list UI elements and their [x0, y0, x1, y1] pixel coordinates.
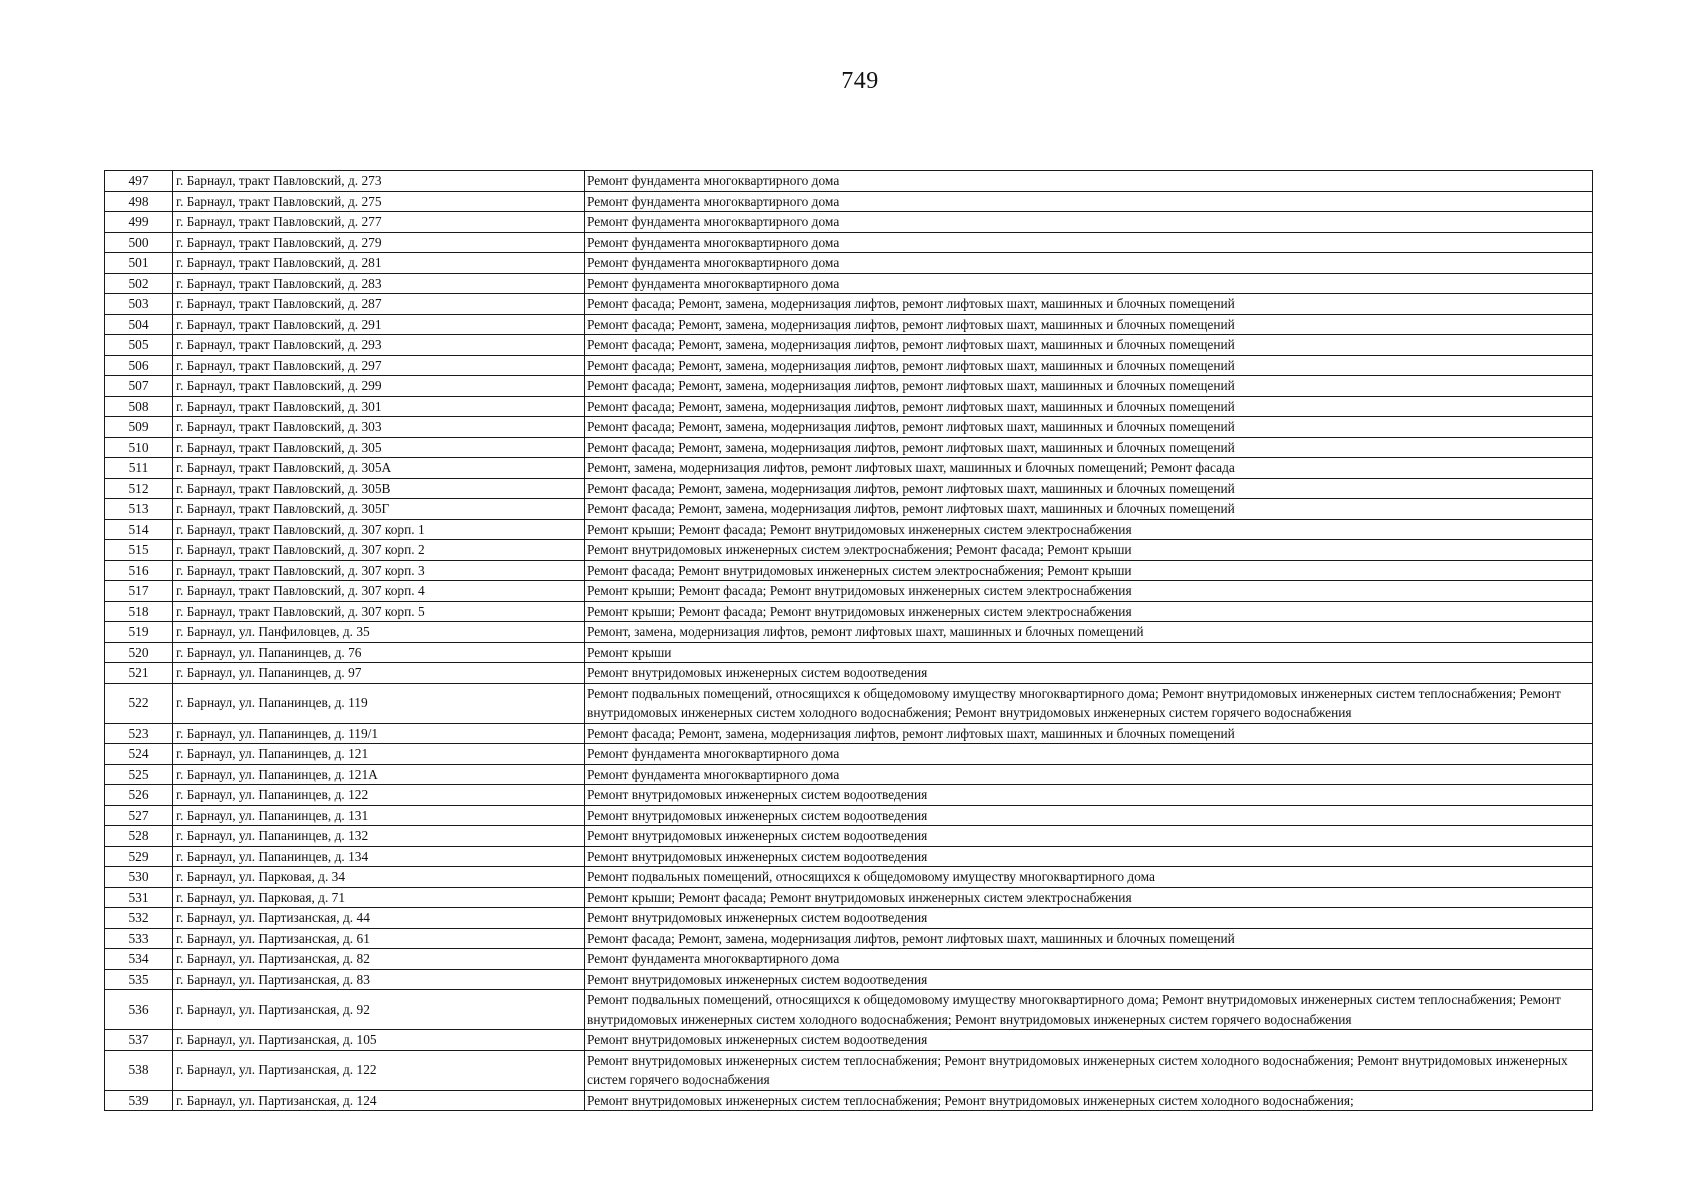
row-address: г. Барнаул, ул. Папанинцев, д. 121 — [173, 744, 585, 765]
row-number: 536 — [105, 990, 173, 1030]
repair-table-container — [104, 170, 1592, 1111]
row-address: г. Барнаул, тракт Павловский, д. 279 — [173, 232, 585, 253]
row-address: г. Барнаул, тракт Павловский, д. 277 — [173, 212, 585, 233]
table-row — [105, 171, 1593, 192]
row-work-type: Ремонт фундамента многоквартирного дома — [585, 171, 1593, 192]
table-row — [105, 1050, 1593, 1090]
page-number: 749 — [841, 68, 879, 94]
row-work-type: Ремонт внутридомовых инженерных систем теплоснабжения; Ремонт внутридомовых инженерных систем холодного водоснабжения; Ремонт внутридомовых инженерных систем горячего водоснабжения — [585, 1050, 1593, 1090]
row-number: 530 — [105, 867, 173, 888]
row-address: г. Барнаул, ул. Папанинцев, д. 134 — [173, 846, 585, 867]
row-address: г. Барнаул, тракт Павловский, д. 281 — [173, 253, 585, 274]
row-address: г. Барнаул, тракт Павловский, д. 297 — [173, 355, 585, 376]
table-row — [105, 396, 1593, 417]
table-row — [105, 601, 1593, 622]
table-row — [105, 499, 1593, 520]
row-number: 524 — [105, 744, 173, 765]
row-address: г. Барнаул, ул. Партизанская, д. 82 — [173, 949, 585, 970]
row-work-type: Ремонт крыши — [585, 642, 1593, 663]
row-work-type: Ремонт внутридомовых инженерных систем водоотведения — [585, 805, 1593, 826]
row-address: г. Барнаул, тракт Павловский, д. 291 — [173, 314, 585, 335]
table-row — [105, 663, 1593, 684]
row-work-type: Ремонт фасада; Ремонт, замена, модернизация лифтов, ремонт лифтовых шахт, машинных и блочных помещений — [585, 355, 1593, 376]
row-number: 527 — [105, 805, 173, 826]
table-row — [105, 253, 1593, 274]
row-work-type: Ремонт подвальных помещений, относящихся к общедомовому имуществу многоквартирного дома; Ремонт внутридомовых инженерных систем теплоснабжения; Ремонт внутридомовых инженерных систем холодного водоснабжения; Ремонт внутридомовых инженерных систем горячего водоснабжения — [585, 683, 1593, 723]
table-row — [105, 723, 1593, 744]
row-address: г. Барнаул, ул. Папанинцев, д. 119/1 — [173, 723, 585, 744]
table-row — [105, 335, 1593, 356]
row-address: г. Барнаул, ул. Папанинцев, д. 76 — [173, 642, 585, 663]
row-address: г. Барнаул, ул. Партизанская, д. 122 — [173, 1050, 585, 1090]
row-work-type: Ремонт фасада; Ремонт, замена, модернизация лифтов, ремонт лифтовых шахт, машинных и блочных помещений — [585, 437, 1593, 458]
row-address: г. Барнаул, тракт Павловский, д. 307 корп. 4 — [173, 581, 585, 602]
row-number: 535 — [105, 969, 173, 990]
table-row — [105, 683, 1593, 723]
row-work-type: Ремонт фундамента многоквартирного дома — [585, 212, 1593, 233]
row-number: 512 — [105, 478, 173, 499]
row-address: г. Барнаул, тракт Павловский, д. 299 — [173, 376, 585, 397]
row-work-type: Ремонт фундамента многоквартирного дома — [585, 744, 1593, 765]
row-number: 531 — [105, 887, 173, 908]
row-number: 523 — [105, 723, 173, 744]
row-number: 538 — [105, 1050, 173, 1090]
row-number: 500 — [105, 232, 173, 253]
row-number: 515 — [105, 540, 173, 561]
row-number: 534 — [105, 949, 173, 970]
table-row — [105, 846, 1593, 867]
row-address: г. Барнаул, тракт Павловский, д. 305В — [173, 478, 585, 499]
row-number: 502 — [105, 273, 173, 294]
row-address: г. Барнаул, тракт Павловский, д. 283 — [173, 273, 585, 294]
row-work-type: Ремонт фасада; Ремонт, замена, модернизация лифтов, ремонт лифтовых шахт, машинных и блочных помещений — [585, 376, 1593, 397]
row-work-type: Ремонт внутридомовых инженерных систем электроснабжения; Ремонт фасада; Ремонт крыши — [585, 540, 1593, 561]
row-address: г. Барнаул, тракт Павловский, д. 287 — [173, 294, 585, 315]
row-address: г. Барнаул, тракт Павловский, д. 305А — [173, 458, 585, 479]
row-work-type: Ремонт крыши; Ремонт фасада; Ремонт внутридомовых инженерных систем электроснабжения — [585, 581, 1593, 602]
row-work-type: Ремонт внутридомовых инженерных систем водоотведения — [585, 969, 1593, 990]
row-number: 525 — [105, 764, 173, 785]
table-row — [105, 191, 1593, 212]
table-row — [105, 908, 1593, 929]
table-row — [105, 764, 1593, 785]
row-address: г. Барнаул, ул. Партизанская, д. 44 — [173, 908, 585, 929]
row-work-type: Ремонт фасада; Ремонт, замена, модернизация лифтов, ремонт лифтовых шахт, машинных и блочных помещений — [585, 723, 1593, 744]
row-address: г. Барнаул, ул. Партизанская, д. 83 — [173, 969, 585, 990]
row-work-type: Ремонт внутридомовых инженерных систем водоотведения — [585, 826, 1593, 847]
row-number: 532 — [105, 908, 173, 929]
table-row — [105, 437, 1593, 458]
row-work-type: Ремонт внутридомовых инженерных систем водоотведения — [585, 846, 1593, 867]
row-work-type: Ремонт фасада; Ремонт, замена, модернизация лифтов, ремонт лифтовых шахт, машинных и блочных помещений — [585, 396, 1593, 417]
row-address: г. Барнаул, ул. Парковая, д. 34 — [173, 867, 585, 888]
row-work-type: Ремонт фасада; Ремонт, замена, модернизация лифтов, ремонт лифтовых шахт, машинных и блочных помещений — [585, 499, 1593, 520]
table-row — [105, 417, 1593, 438]
table-row — [105, 519, 1593, 540]
row-address: г. Барнаул, ул. Панфиловцев, д. 35 — [173, 622, 585, 643]
row-number: 498 — [105, 191, 173, 212]
table-row — [105, 232, 1593, 253]
row-work-type: Ремонт, замена, модернизация лифтов, ремонт лифтовых шахт, машинных и блочных помещений — [585, 622, 1593, 643]
row-address: г. Барнаул, ул. Папанинцев, д. 132 — [173, 826, 585, 847]
row-number: 505 — [105, 335, 173, 356]
row-work-type: Ремонт фасада; Ремонт, замена, модернизация лифтов, ремонт лифтовых шахт, машинных и блочных помещений — [585, 294, 1593, 315]
row-address: г. Барнаул, тракт Павловский, д. 275 — [173, 191, 585, 212]
table-row — [105, 969, 1593, 990]
row-address: г. Барнаул, ул. Папанинцев, д. 131 — [173, 805, 585, 826]
row-work-type: Ремонт, замена, модернизация лифтов, ремонт лифтовых шахт, машинных и блочных помещений; Ремонт фасада — [585, 458, 1593, 479]
row-address: г. Барнаул, тракт Павловский, д. 305 — [173, 437, 585, 458]
row-number: 514 — [105, 519, 173, 540]
table-row — [105, 540, 1593, 561]
row-work-type: Ремонт фасада; Ремонт, замена, модернизация лифтов, ремонт лифтовых шахт, машинных и блочных помещений — [585, 335, 1593, 356]
row-number: 506 — [105, 355, 173, 376]
row-address: г. Барнаул, тракт Павловский, д. 307 корп. 2 — [173, 540, 585, 561]
table-row — [105, 928, 1593, 949]
row-work-type: Ремонт фасада; Ремонт внутридомовых инженерных систем электроснабжения; Ремонт крыши — [585, 560, 1593, 581]
row-number: 517 — [105, 581, 173, 602]
row-work-type: Ремонт фасада; Ремонт, замена, модернизация лифтов, ремонт лифтовых шахт, машинных и блочных помещений — [585, 314, 1593, 335]
row-work-type: Ремонт фундамента многоквартирного дома — [585, 764, 1593, 785]
row-address: г. Барнаул, тракт Павловский, д. 303 — [173, 417, 585, 438]
row-work-type: Ремонт фундамента многоквартирного дома — [585, 253, 1593, 274]
table-row — [105, 642, 1593, 663]
row-address: г. Барнаул, тракт Павловский, д. 273 — [173, 171, 585, 192]
table-row — [105, 805, 1593, 826]
row-number: 526 — [105, 785, 173, 806]
row-address: г. Барнаул, тракт Павловский, д. 305Г — [173, 499, 585, 520]
table-row — [105, 887, 1593, 908]
row-address: г. Барнаул, тракт Павловский, д. 307 корп. 1 — [173, 519, 585, 540]
row-number: 507 — [105, 376, 173, 397]
row-work-type: Ремонт внутридомовых инженерных систем теплоснабжения; Ремонт внутридомовых инженерных систем холодного водоснабжения; — [585, 1090, 1593, 1111]
table-row — [105, 478, 1593, 499]
table-row — [105, 560, 1593, 581]
row-number: 504 — [105, 314, 173, 335]
row-number: 519 — [105, 622, 173, 643]
row-address: г. Барнаул, ул. Партизанская, д. 61 — [173, 928, 585, 949]
table-row — [105, 294, 1593, 315]
row-address: г. Барнаул, ул. Партизанская, д. 92 — [173, 990, 585, 1030]
table-body — [105, 171, 1593, 1111]
table-row — [105, 949, 1593, 970]
table-row — [105, 314, 1593, 335]
table-row — [105, 273, 1593, 294]
row-work-type: Ремонт фундамента многоквартирного дома — [585, 949, 1593, 970]
row-number: 521 — [105, 663, 173, 684]
table-row — [105, 355, 1593, 376]
row-work-type: Ремонт подвальных помещений, относящихся к общедомовому имуществу многоквартирного дома — [585, 867, 1593, 888]
row-work-type: Ремонт подвальных помещений, относящихся к общедомовому имуществу многоквартирного дома; Ремонт внутридомовых инженерных систем теплоснабжения; Ремонт внутридомовых инженерных систем холодного водоснабжения; Ремонт внутридомовых инженерных систем горячего водоснабжения — [585, 990, 1593, 1030]
row-work-type: Ремонт крыши; Ремонт фасада; Ремонт внутридомовых инженерных систем электроснабжения — [585, 601, 1593, 622]
row-work-type: Ремонт фасада; Ремонт, замена, модернизация лифтов, ремонт лифтовых шахт, машинных и блочных помещений — [585, 478, 1593, 499]
table-row — [105, 1090, 1593, 1111]
table-row — [105, 212, 1593, 233]
row-work-type: Ремонт внутридомовых инженерных систем водоотведения — [585, 785, 1593, 806]
row-number: 520 — [105, 642, 173, 663]
row-number: 499 — [105, 212, 173, 233]
row-number: 529 — [105, 846, 173, 867]
row-address: г. Барнаул, тракт Павловский, д. 301 — [173, 396, 585, 417]
row-work-type: Ремонт фасада; Ремонт, замена, модернизация лифтов, ремонт лифтовых шахт, машинных и блочных помещений — [585, 417, 1593, 438]
row-work-type: Ремонт внутридомовых инженерных систем водоотведения — [585, 663, 1593, 684]
row-address: г. Барнаул, ул. Парковая, д. 71 — [173, 887, 585, 908]
row-number: 537 — [105, 1030, 173, 1051]
row-number: 516 — [105, 560, 173, 581]
row-work-type: Ремонт внутридомовых инженерных систем водоотведения — [585, 1030, 1593, 1051]
row-number: 522 — [105, 683, 173, 723]
row-address: г. Барнаул, ул. Папанинцев, д. 97 — [173, 663, 585, 684]
row-number: 501 — [105, 253, 173, 274]
row-number: 539 — [105, 1090, 173, 1111]
row-number: 511 — [105, 458, 173, 479]
row-number: 508 — [105, 396, 173, 417]
row-work-type: Ремонт фасада; Ремонт, замена, модернизация лифтов, ремонт лифтовых шахт, машинных и блочных помещений — [585, 928, 1593, 949]
row-number: 513 — [105, 499, 173, 520]
row-work-type: Ремонт фундамента многоквартирного дома — [585, 232, 1593, 253]
row-number: 518 — [105, 601, 173, 622]
row-number: 503 — [105, 294, 173, 315]
row-work-type: Ремонт внутридомовых инженерных систем водоотведения — [585, 908, 1593, 929]
row-work-type: Ремонт фундамента многоквартирного дома — [585, 273, 1593, 294]
row-work-type: Ремонт крыши; Ремонт фасада; Ремонт внутридомовых инженерных систем электроснабжения — [585, 887, 1593, 908]
table-row — [105, 581, 1593, 602]
row-number: 533 — [105, 928, 173, 949]
row-address: г. Барнаул, ул. Папанинцев, д. 122 — [173, 785, 585, 806]
table-row — [105, 826, 1593, 847]
table-row — [105, 622, 1593, 643]
row-address: г. Барнаул, ул. Папанинцев, д. 121А — [173, 764, 585, 785]
row-number: 528 — [105, 826, 173, 847]
table-row — [105, 744, 1593, 765]
row-address: г. Барнаул, ул. Партизанская, д. 124 — [173, 1090, 585, 1111]
table-row — [105, 990, 1593, 1030]
row-number: 509 — [105, 417, 173, 438]
row-address: г. Барнаул, ул. Партизанская, д. 105 — [173, 1030, 585, 1051]
repair-table — [104, 170, 1593, 1111]
row-work-type: Ремонт крыши; Ремонт фасада; Ремонт внутридомовых инженерных систем электроснабжения — [585, 519, 1593, 540]
table-row — [105, 785, 1593, 806]
table-row — [105, 458, 1593, 479]
table-row — [105, 1030, 1593, 1051]
row-address: г. Барнаул, тракт Павловский, д. 307 корп. 5 — [173, 601, 585, 622]
table-row — [105, 376, 1593, 397]
row-work-type: Ремонт фундамента многоквартирного дома — [585, 191, 1593, 212]
row-number: 510 — [105, 437, 173, 458]
row-address: г. Барнаул, ул. Папанинцев, д. 119 — [173, 683, 585, 723]
row-address: г. Барнаул, тракт Павловский, д. 307 корп. 3 — [173, 560, 585, 581]
row-address: г. Барнаул, тракт Павловский, д. 293 — [173, 335, 585, 356]
table-row — [105, 867, 1593, 888]
row-number: 497 — [105, 171, 173, 192]
